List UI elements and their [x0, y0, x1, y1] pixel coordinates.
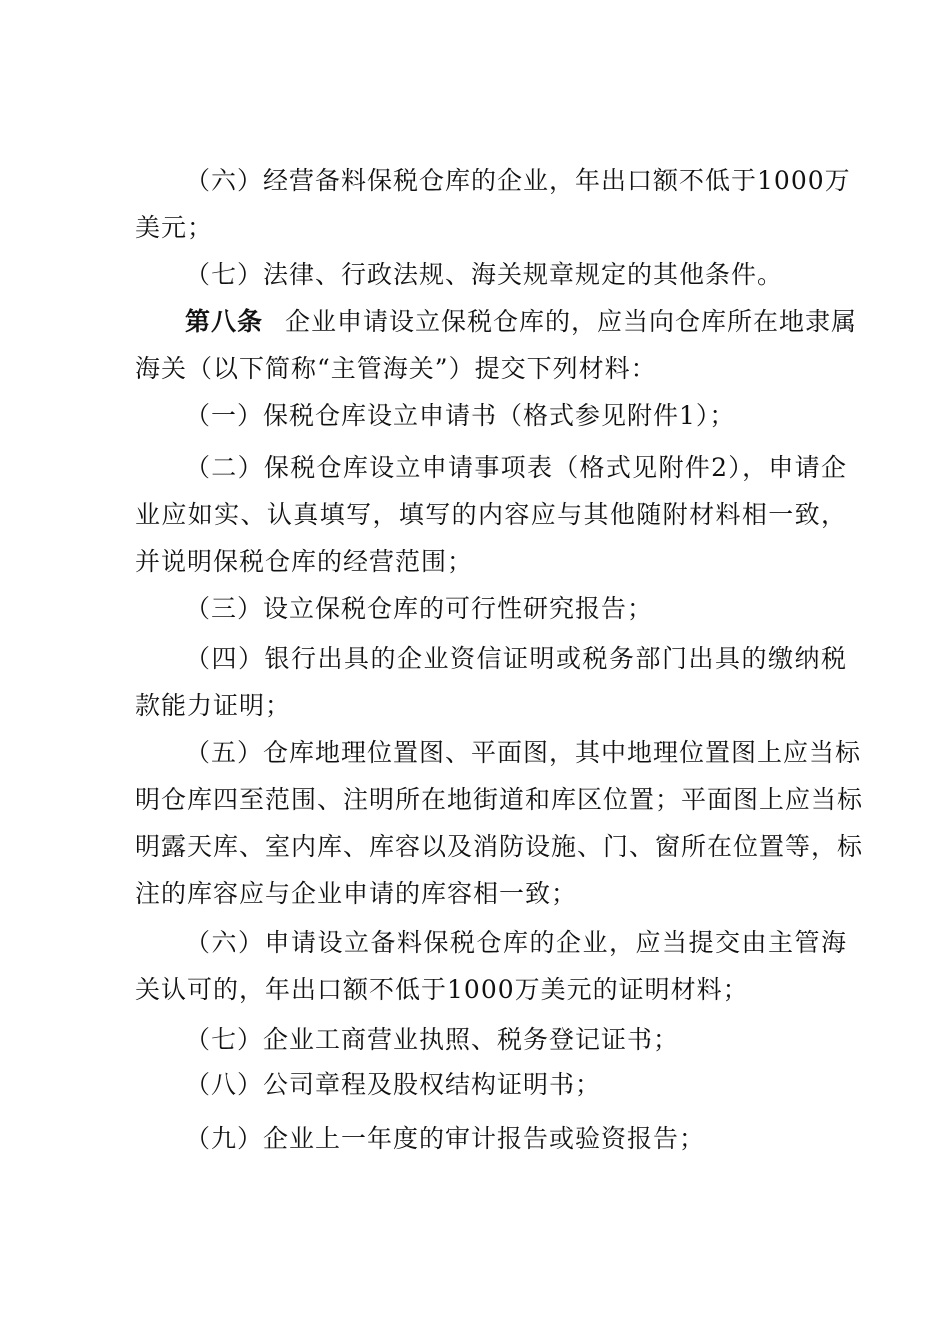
item-4-line-1: （四）银行出具的企业资信证明或税务部门出具的缴纳税	[185, 644, 847, 673]
clause-6-line-1: （六）经营备料保税仓库的企业，年出口额不低于1000万	[185, 166, 851, 195]
item-2-line-2: 业应如实、认真填写，填写的内容应与其他随附材料相一致，	[135, 500, 847, 529]
item-5-line-4: 注的库容应与企业申请的库容相一致；	[135, 879, 578, 908]
article-heading: 第八条	[185, 307, 264, 336]
item-6-line-2: 关认可的，年出口额不低于1000万美元的证明材料；	[135, 975, 749, 1004]
item-2-line-3: 并说明保税仓库的经营范围；	[135, 547, 474, 576]
item-1: （一）保税仓库设立申请书（格式参见附件1）；	[185, 401, 736, 430]
item-4-line-2: 款能力证明；	[135, 691, 292, 720]
item-7: （七）企业工商营业执照、税务登记证书；	[185, 1025, 680, 1054]
article-8-text: 企业申请设立保税仓库的，应当向仓库所在地隶属	[285, 307, 858, 336]
article-8-line-1	[185, 306, 858, 338]
clause-7: （七）法律、行政法规、海关规章规定的其他条件。	[185, 260, 784, 289]
item-2-line-1: （二）保税仓库设立申请事项表（格式见附件2），申请企	[185, 453, 847, 482]
item-8: （八）公司章程及股权结构证明书；	[185, 1070, 602, 1099]
item-6-line-1: （六）申请设立备料保税仓库的企业，应当提交由主管海	[185, 928, 847, 957]
item-5-line-3: 明露天库、室内库、库容以及消防设施、门、窗所在位置等，标	[135, 832, 864, 861]
item-3: （三）设立保税仓库的可行性研究报告；	[185, 594, 654, 623]
item-5-line-2: 明仓库四至范围、注明所在地街道和库区位置；平面图上应当标	[135, 785, 864, 814]
clause-6-line-2: 美元；	[135, 213, 214, 242]
item-9: （九）企业上一年度的审计报告或验资报告；	[185, 1124, 706, 1153]
article-8-line-2: 海关（以下简称“主管海关”）提交下列材料：	[135, 354, 657, 383]
item-5-line-1: （五）仓库地理位置图、平面图，其中地理位置图上应当标	[185, 738, 862, 767]
